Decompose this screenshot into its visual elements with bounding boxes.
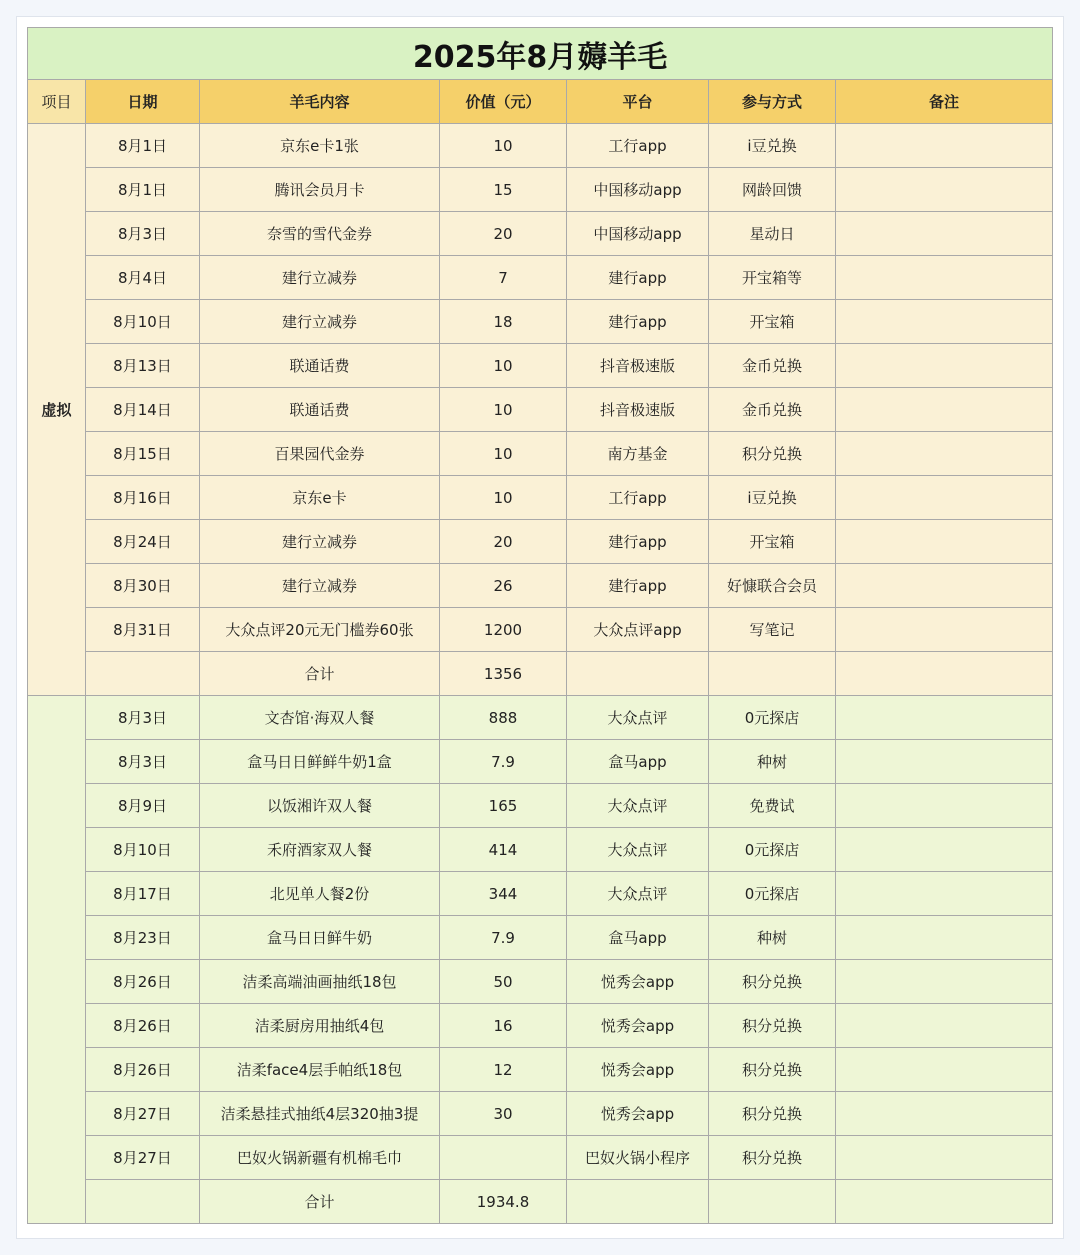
- remarks-cell: [836, 784, 1053, 828]
- value-cell: 344: [440, 872, 567, 916]
- date-cell: 8月16日: [86, 476, 200, 520]
- header-date: 日期: [86, 80, 200, 124]
- remarks-cell: [836, 1048, 1053, 1092]
- table-row: [28, 564, 1053, 608]
- table-row: [28, 1004, 1053, 1048]
- content-cell: 禾府酒家双人餐: [200, 828, 440, 872]
- date-cell: 8月9日: [86, 784, 200, 828]
- content-cell: 建行立减券: [200, 300, 440, 344]
- method-cell: 积分兑换: [709, 432, 836, 476]
- content-cell: 京东e卡1张: [200, 124, 440, 168]
- date-cell: 8月10日: [86, 828, 200, 872]
- table-row: [28, 1048, 1053, 1092]
- method-cell: 好慷联合会员: [709, 564, 836, 608]
- table-row: [28, 608, 1053, 652]
- remarks-cell: [836, 1136, 1053, 1180]
- content-cell: 建行立减券: [200, 256, 440, 300]
- platform-cell: 建行app: [567, 564, 709, 608]
- method-cell: 种树: [709, 916, 836, 960]
- method-cell: 星动日: [709, 212, 836, 256]
- method-cell: 金币兑换: [709, 388, 836, 432]
- wool-table: [27, 27, 1053, 1224]
- platform-cell: 大众点评: [567, 696, 709, 740]
- remarks-cell: [836, 1092, 1053, 1136]
- table-row: [28, 168, 1053, 212]
- content-cell: 洁柔face4层手帕纸18包: [200, 1048, 440, 1092]
- platform-cell: 盒马app: [567, 916, 709, 960]
- value-cell: 18: [440, 300, 567, 344]
- method-cell: 0元探店: [709, 696, 836, 740]
- remarks-cell: [836, 520, 1053, 564]
- platform-cell: [567, 652, 709, 696]
- date-cell: [86, 652, 200, 696]
- value-cell: 20: [440, 520, 567, 564]
- value-cell: 1200: [440, 608, 567, 652]
- remarks-cell: [836, 828, 1053, 872]
- content-cell: 百果园代金券: [200, 432, 440, 476]
- platform-cell: 悦秀会app: [567, 960, 709, 1004]
- method-cell: 写笔记: [709, 608, 836, 652]
- table-row: [28, 344, 1053, 388]
- method-cell: 开宝箱等: [709, 256, 836, 300]
- remarks-cell: [836, 212, 1053, 256]
- platform-cell: 巴奴火锅小程序: [567, 1136, 709, 1180]
- table-row: [28, 124, 1053, 168]
- date-cell: 8月30日: [86, 564, 200, 608]
- platform-cell: 建行app: [567, 256, 709, 300]
- remarks-cell: [836, 740, 1053, 784]
- category-cell: 虚拟: [28, 124, 86, 696]
- header-remarks: 备注: [836, 80, 1053, 124]
- remarks-cell: [836, 124, 1053, 168]
- remarks-cell: [836, 916, 1053, 960]
- method-cell: 积分兑换: [709, 960, 836, 1004]
- method-cell: 0元探店: [709, 872, 836, 916]
- value-cell: 1934.8: [440, 1180, 567, 1224]
- header-content: 羊毛内容: [200, 80, 440, 124]
- date-cell: 8月3日: [86, 212, 200, 256]
- method-cell: i豆兑换: [709, 476, 836, 520]
- date-cell: 8月13日: [86, 344, 200, 388]
- value-cell: 888: [440, 696, 567, 740]
- method-cell: 0元探店: [709, 828, 836, 872]
- remarks-cell: [836, 564, 1053, 608]
- header-row: [28, 80, 1053, 124]
- total-row: [28, 1180, 1053, 1224]
- table-row: [28, 256, 1053, 300]
- content-cell: 建行立减券: [200, 520, 440, 564]
- value-cell: 12: [440, 1048, 567, 1092]
- content-cell: 奈雪的雪代金券: [200, 212, 440, 256]
- remarks-cell: [836, 960, 1053, 1004]
- date-cell: 8月24日: [86, 520, 200, 564]
- content-cell: 盒马日日鲜鲜牛奶1盒: [200, 740, 440, 784]
- method-cell: i豆兑换: [709, 124, 836, 168]
- table-row: [28, 432, 1053, 476]
- platform-cell: 悦秀会app: [567, 1092, 709, 1136]
- platform-cell: 工行app: [567, 124, 709, 168]
- content-cell: 合计: [200, 1180, 440, 1224]
- content-cell: 联通话费: [200, 388, 440, 432]
- platform-cell: 中国移动app: [567, 212, 709, 256]
- content-cell: 合计: [200, 652, 440, 696]
- table-row: [28, 828, 1053, 872]
- value-cell: 10: [440, 344, 567, 388]
- value-cell: 20: [440, 212, 567, 256]
- content-cell: 洁柔厨房用抽纸4包: [200, 1004, 440, 1048]
- date-cell: 8月4日: [86, 256, 200, 300]
- content-cell: 洁柔悬挂式抽纸4层320抽3提: [200, 1092, 440, 1136]
- date-cell: 8月26日: [86, 1004, 200, 1048]
- platform-cell: 建行app: [567, 300, 709, 344]
- platform-cell: 中国移动app: [567, 168, 709, 212]
- date-cell: 8月3日: [86, 740, 200, 784]
- date-cell: 8月27日: [86, 1092, 200, 1136]
- content-cell: 洁柔高端油画抽纸18包: [200, 960, 440, 1004]
- remarks-cell: [836, 168, 1053, 212]
- platform-cell: 大众点评app: [567, 608, 709, 652]
- remarks-cell: [836, 696, 1053, 740]
- category-cell: [28, 696, 86, 1224]
- content-cell: 巴奴火锅新疆有机棉毛巾: [200, 1136, 440, 1180]
- header-platform: 平台: [567, 80, 709, 124]
- date-cell: 8月31日: [86, 608, 200, 652]
- value-cell: 10: [440, 388, 567, 432]
- value-cell: 30: [440, 1092, 567, 1136]
- table-row: [28, 212, 1053, 256]
- header-method: 参与方式: [709, 80, 836, 124]
- value-cell: 50: [440, 960, 567, 1004]
- method-cell: 金币兑换: [709, 344, 836, 388]
- table-title: 2025年8月薅羊毛: [28, 28, 1053, 80]
- value-cell: [440, 1136, 567, 1180]
- platform-cell: 工行app: [567, 476, 709, 520]
- remarks-cell: [836, 432, 1053, 476]
- value-cell: 26: [440, 564, 567, 608]
- value-cell: 1356: [440, 652, 567, 696]
- value-cell: 15: [440, 168, 567, 212]
- date-cell: 8月17日: [86, 872, 200, 916]
- platform-cell: 大众点评: [567, 784, 709, 828]
- content-cell: 联通话费: [200, 344, 440, 388]
- table-row: [28, 696, 1053, 740]
- value-cell: 10: [440, 432, 567, 476]
- header-value: 价值（元）: [440, 80, 567, 124]
- value-cell: 16: [440, 1004, 567, 1048]
- platform-cell: 盒马app: [567, 740, 709, 784]
- date-cell: 8月27日: [86, 1136, 200, 1180]
- value-cell: 414: [440, 828, 567, 872]
- date-cell: 8月1日: [86, 168, 200, 212]
- table-row: [28, 872, 1053, 916]
- platform-cell: 大众点评: [567, 828, 709, 872]
- date-cell: 8月23日: [86, 916, 200, 960]
- remarks-cell: [836, 608, 1053, 652]
- value-cell: 165: [440, 784, 567, 828]
- date-cell: 8月15日: [86, 432, 200, 476]
- table-row: [28, 740, 1053, 784]
- table-row: [28, 960, 1053, 1004]
- table-row: [28, 388, 1053, 432]
- method-cell: 开宝箱: [709, 300, 836, 344]
- platform-cell: 抖音极速版: [567, 388, 709, 432]
- method-cell: 免费试: [709, 784, 836, 828]
- remarks-cell: [836, 476, 1053, 520]
- platform-cell: 建行app: [567, 520, 709, 564]
- table-row: [28, 300, 1053, 344]
- platform-cell: 悦秀会app: [567, 1004, 709, 1048]
- remarks-cell: [836, 652, 1053, 696]
- value-cell: 10: [440, 476, 567, 520]
- method-cell: 积分兑换: [709, 1092, 836, 1136]
- remarks-cell: [836, 344, 1053, 388]
- method-cell: 积分兑换: [709, 1136, 836, 1180]
- content-cell: 大众点评20元无门槛券60张: [200, 608, 440, 652]
- platform-cell: 南方基金: [567, 432, 709, 476]
- table-row: [28, 476, 1053, 520]
- remarks-cell: [836, 388, 1053, 432]
- value-cell: 7.9: [440, 916, 567, 960]
- remarks-cell: [836, 256, 1053, 300]
- value-cell: 7.9: [440, 740, 567, 784]
- date-cell: 8月1日: [86, 124, 200, 168]
- remarks-cell: [836, 872, 1053, 916]
- content-cell: 以饭湘许双人餐: [200, 784, 440, 828]
- table-row: [28, 784, 1053, 828]
- method-cell: 积分兑换: [709, 1004, 836, 1048]
- content-cell: 盒马日日鲜牛奶: [200, 916, 440, 960]
- table-row: [28, 916, 1053, 960]
- platform-cell: 悦秀会app: [567, 1048, 709, 1092]
- date-cell: 8月10日: [86, 300, 200, 344]
- method-cell: 积分兑换: [709, 1048, 836, 1092]
- remarks-cell: [836, 300, 1053, 344]
- platform-cell: [567, 1180, 709, 1224]
- total-row: [28, 652, 1053, 696]
- value-cell: 10: [440, 124, 567, 168]
- date-cell: 8月3日: [86, 696, 200, 740]
- method-cell: [709, 1180, 836, 1224]
- date-cell: 8月14日: [86, 388, 200, 432]
- content-cell: 腾讯会员月卡: [200, 168, 440, 212]
- content-cell: 北见单人餐2份: [200, 872, 440, 916]
- table-row: [28, 1092, 1053, 1136]
- content-cell: 建行立减券: [200, 564, 440, 608]
- header-item: 项目: [28, 80, 86, 124]
- date-cell: 8月26日: [86, 960, 200, 1004]
- method-cell: [709, 652, 836, 696]
- value-cell: 7: [440, 256, 567, 300]
- method-cell: 种树: [709, 740, 836, 784]
- method-cell: 网龄回馈: [709, 168, 836, 212]
- platform-cell: 大众点评: [567, 872, 709, 916]
- remarks-cell: [836, 1180, 1053, 1224]
- table-row: [28, 1136, 1053, 1180]
- date-cell: [86, 1180, 200, 1224]
- content-cell: 京东e卡: [200, 476, 440, 520]
- remarks-cell: [836, 1004, 1053, 1048]
- method-cell: 开宝箱: [709, 520, 836, 564]
- date-cell: 8月26日: [86, 1048, 200, 1092]
- platform-cell: 抖音极速版: [567, 344, 709, 388]
- content-cell: 文杏馆·海双人餐: [200, 696, 440, 740]
- table-row: [28, 520, 1053, 564]
